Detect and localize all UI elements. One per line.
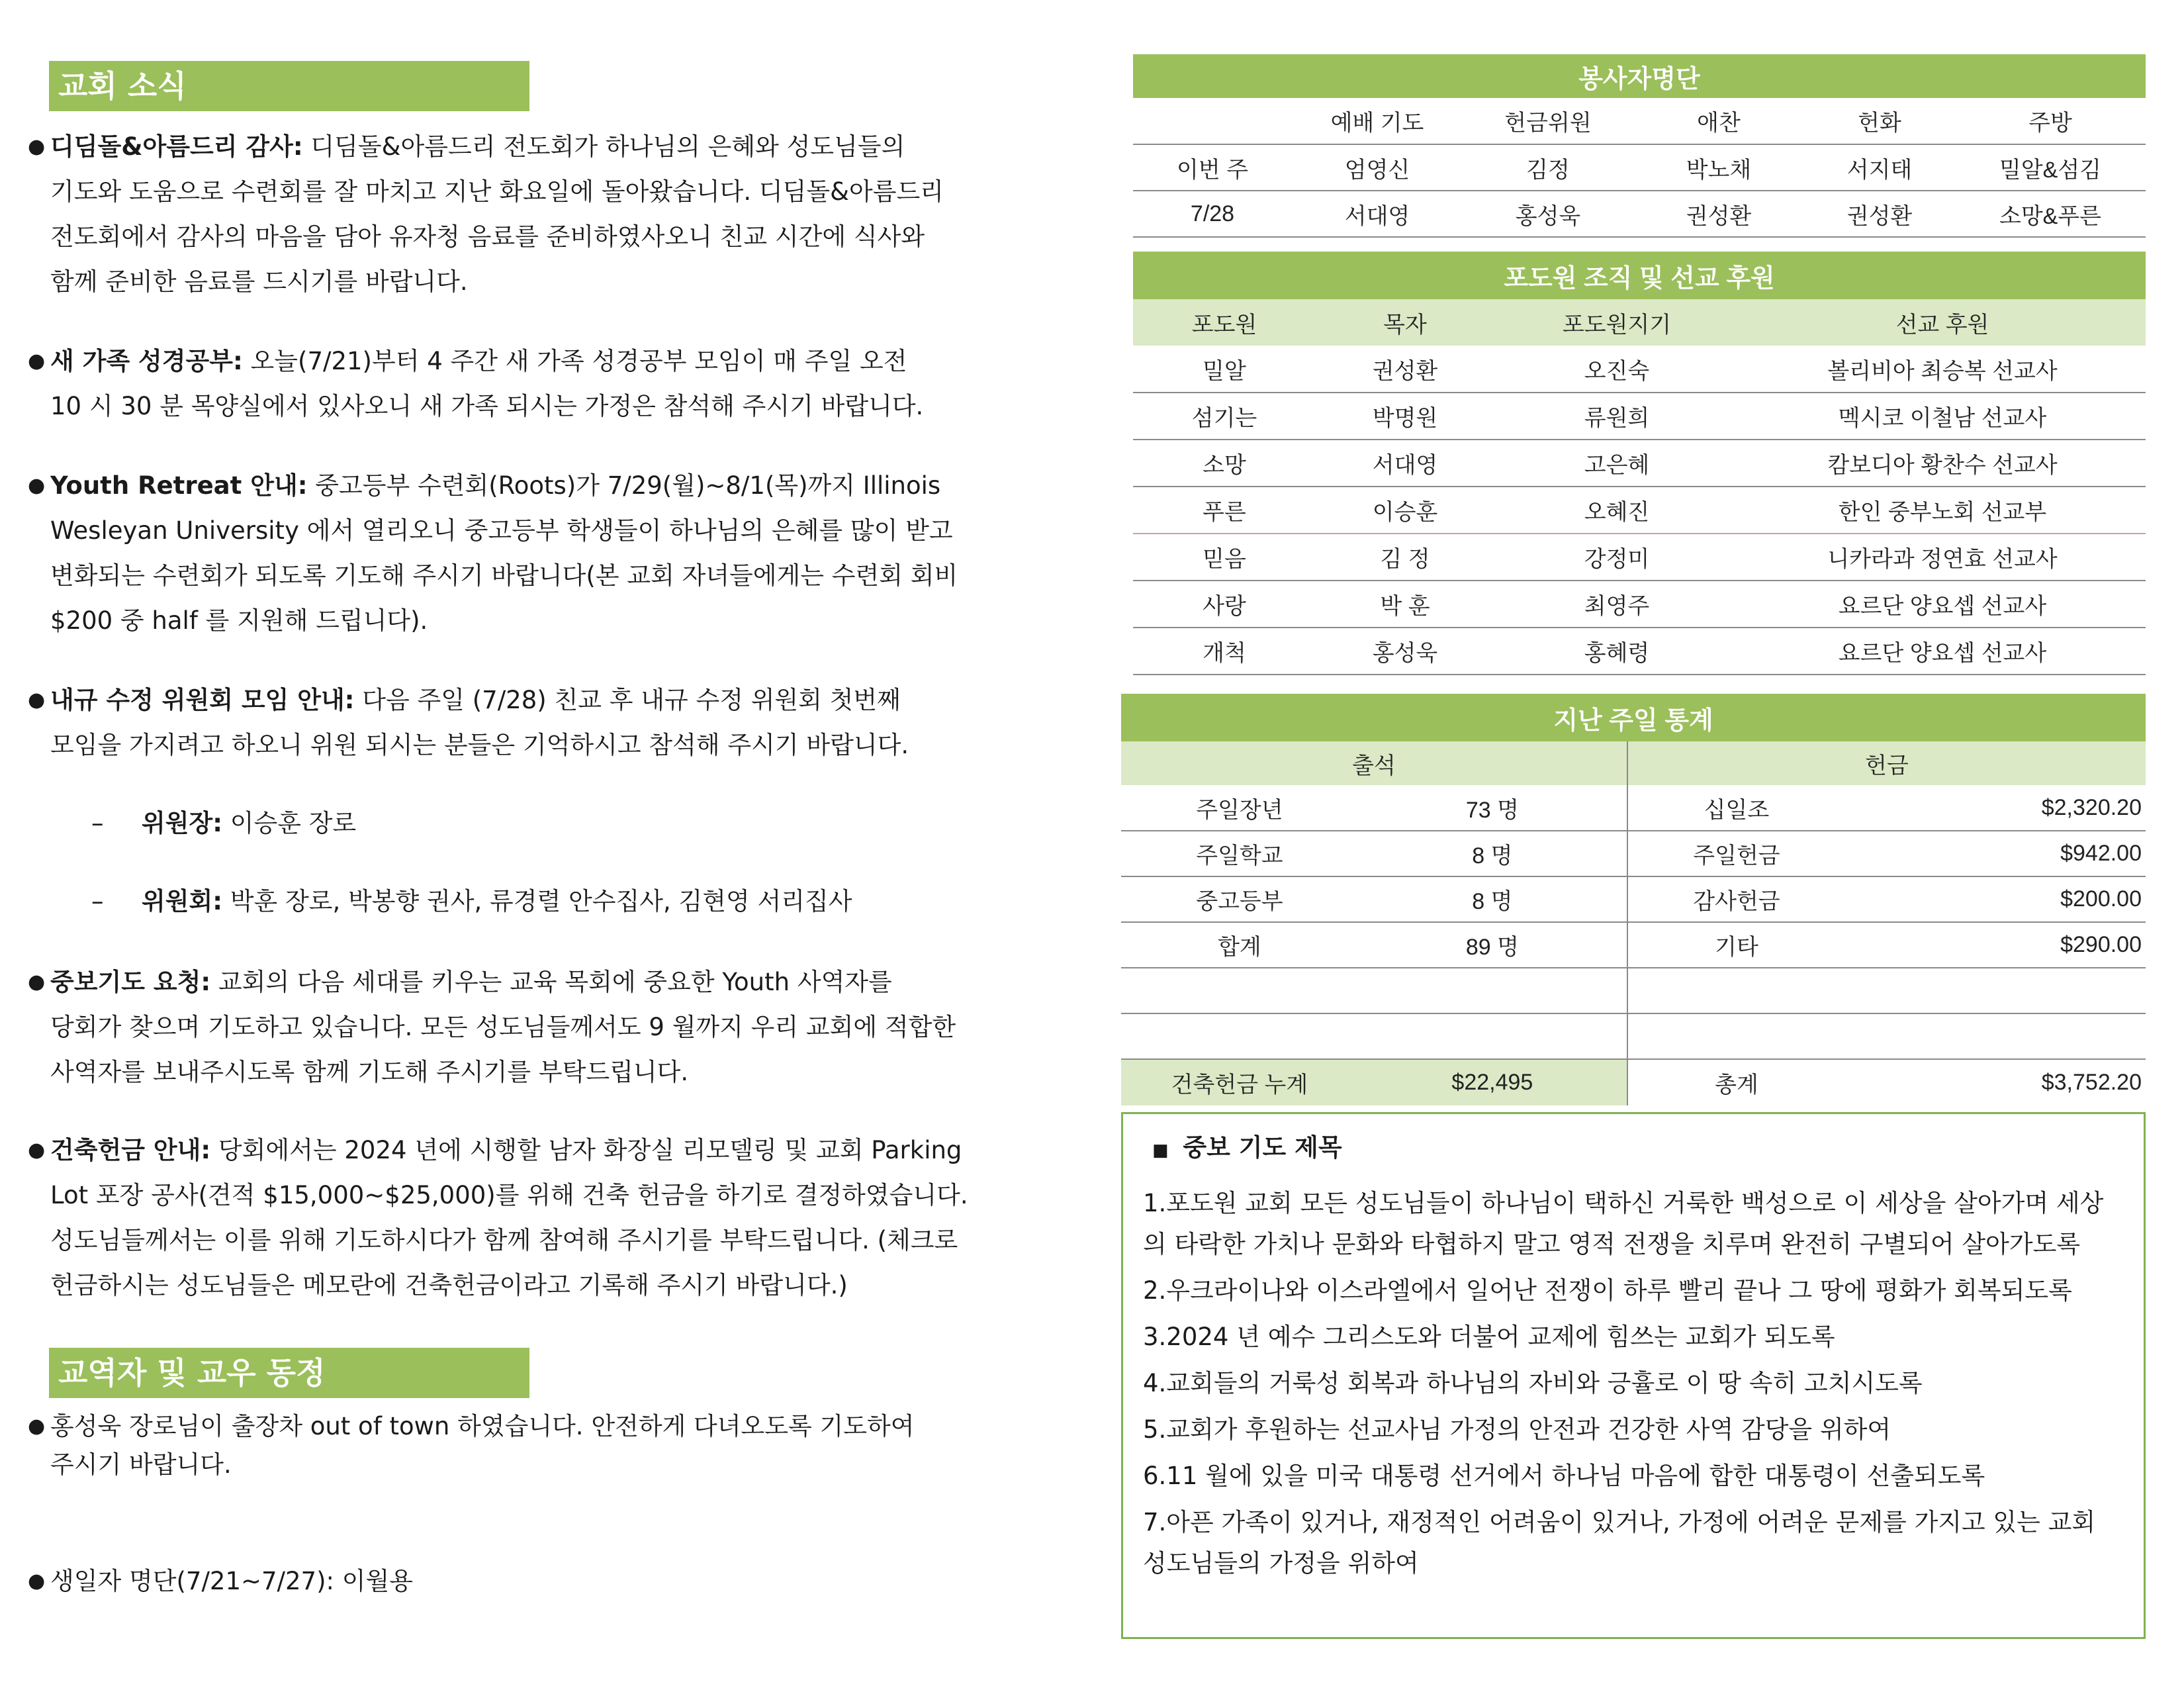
news-item: ● 내규 수정 위원회 모임 안내: 다음 주일 (7/28) 친교 후 내규 수정 위원회 첫번째 모임을 가지려고 하오니 위원 되시는 분들은 기억하시고 참석해 주시기 바랍니다. [50,678,1056,768]
staff-section-title: 교역자 및 교우 동정 [49,1348,529,1398]
news-item-heading: 새 가족 성경공부: [50,347,243,375]
prayer-box [1121,1112,2146,1639]
news-item-heading: 중보기도 요청: [50,968,211,996]
news-item-heading: Youth Retreat 안내: [50,471,308,500]
bullet: ● [28,135,46,158]
prayer-item: 3.2024 년 예수 그리스도와 더불어 교제에 힘쓰는 교회가 되도록 [1143,1323,1835,1351]
news-item: ● 디딤돌&아름드리 감사: 디딤돌&아름드리 전도회가 하나님의 은혜와 성도님들의 기도와 도움으로 수련회를 잘 마치고 지난 화요일에 돌아왔습니다. 디딤돌&아름드리 전도회에서 감사의 마음을 담아 유자청 음료를 준비하였사오니 친교 시간에 식사와 함께 준비한 음료를 드시기를 바랍니다. [50,124,1056,305]
bullet: ● [28,1139,46,1162]
table-row: 주일장년 73 명 십일조 $2,320.20 [1121,785,2146,831]
table-row: 중고등부 8 명 감사헌금 $200.00 [1121,876,2146,922]
table-row-empty [1121,968,2146,1013]
bullet: ● [28,970,46,994]
news-item: ● Youth Retreat 안내: 중고등부 수련회(Roots)가 7/29(월)~8/1(목)까지 Illinois Wesleyan University 에서 열리오니 중고등부 학생들이 하나님의 은혜를 많이 받고 변화되는 수련회가 되도록 기도해 주시기 바랍니다(본 교회 자녀들에게는 수련회 회비 $200 중 half 를 지원해 드립니다). [50,463,1056,643]
bullet: ● [28,1415,46,1438]
bullet: ● [28,474,46,497]
prayer-heading: ■ 중보 기도 제목 [1152,1133,1342,1162]
staff-news-item: ● 생일자 명단(7/21~7/27): 이월용 [50,1562,1056,1601]
stats-title: 지난 주일 통계 [1121,694,2146,741]
volunteers-title: 봉사자명단 [1133,54,2146,98]
vineyard-table: 포도원 조직 및 선교 후원 포도원 목자 포도원지기 선교 후원 밀알 권성환 오진숙 볼리비아 최승복 선교사 섬기는 박명원 류원희 멕시코 이철남 선교사 소망 서대영 고은혜 캄보디아 황찬수 선교사 푸른 이승훈 오혜진 한인 중부노회 선교부 믿음 김 정 강정미 니카라과 정연효 선교사 사랑 박 훈 최영주 요르단 양요셉 선교사 개척 홍성욱 홍혜령 요르단 양요셉 선교사 [1133,252,2146,675]
table-row: 주일학교 8 명 주일헌금 $942.00 [1121,831,2146,876]
bullet: ● [28,688,46,712]
table-row: 합계 89 명 기타 $290.00 [1121,922,2146,968]
stats-table [1121,694,2146,1105]
table-row-empty [1121,1013,2146,1059]
staff-news-item: ● 홍성욱 장로님이 출장차 out of town 하였습니다. 안전하게 다녀오도록 기도하여 주시기 바랍니다. [50,1407,1056,1484]
news-item-heading: 건축헌금 안내: [50,1136,211,1164]
square-bullet-icon: ■ [1152,1141,1169,1160]
prayer-item: 4.교회들의 거룩성 회복과 하나님의 자비와 긍휼로 이 땅 속히 고치시도록 [1143,1369,1923,1397]
prayer-item: 2.우크라이나와 이스라엘에서 일어난 전쟁이 하루 빨리 끝나 그 땅에 평화가 회복되도록 [1143,1276,2072,1305]
table-row: 개척 홍성욱 홍혜령 요르단 양요셉 선교사 [1133,628,2146,675]
table-row: 섬기는 박명원 류원희 멕시코 이철남 선교사 [1133,393,2146,440]
table-footer-row: 건축헌금 누계 $22,495 총계 $3,752.20 [1121,1059,2146,1105]
bullet: ● [28,350,46,373]
news-item: ● 새 가족 성경공부: 오늘(7/21)부터 4 주간 새 가족 성경공부 모임이 매 주일 오전 10 시 30 분 목양실에서 있사오니 새 가족 되시는 가정은 참석해 주시기 바랍니다. [50,339,1056,429]
prayer-item: 5.교회가 후원하는 선교사님 가정의 안전과 건강한 사역 감당을 위하여 [1143,1415,1891,1444]
news-item-heading: 디딤돌&아름드리 감사: [50,132,303,161]
table-row: 소망 서대영 고은혜 캄보디아 황찬수 선교사 [1133,440,2146,487]
attendance-header: 출석 [1121,741,1627,785]
offering-header: 헌금 [1865,753,1909,778]
table-row: 푸른 이승훈 오혜진 한인 중부노회 선교부 [1133,487,2146,534]
prayer-item: 6.11 월에 있을 미국 대통령 선거에서 하나님 마음에 합한 대통령이 선출되도록 [1143,1462,1985,1490]
table-row: 이번 주 엄영신 김정 박노채 서지태 밀알&섬김 [1133,144,2146,191]
news-item: ● 중보기도 요청: 교회의 다음 세대를 키우는 교육 목회에 중요한 Youth 사역자를 당회가 찾으며 기도하고 있습니다. 모든 성도님들께서도 9 월까지 우리 교회에 적합한 사역자를 보내주시도록 함께 기도해 주시기를 부탁드립니다. [50,960,1056,1095]
news-item: ● 건축헌금 안내: 당회에서는 2024 년에 시행할 남자 화장실 리모델링 및 교회 Parking Lot 포장 공사(견적 $15,000~$25,000)를 위해 건축 헌금을 하기로 결정하였습니다. 성도님들께서는 이를 위해 기도하시다가 함께 참여해 주시기를 부탁드립니다. (체크로 헌금하시는 성도님들은 메모란에 건축헌금이라고 기록해 주시기 바랍니다.) [50,1128,1056,1308]
prayer-item: 1.포도원 교회 모든 성도님들이 하나님이 택하신 거룩한 백성으로 이 세상을 살아가며 세상의 타락한 가치나 문화와 타협하지 말고 영적 전쟁을 치루며 완전히 구별되어 살아가도록 [1143,1189,2104,1258]
bullet: ● [28,1570,46,1593]
table-row: 사랑 박 훈 최영주 요르단 양요셉 선교사 [1133,581,2146,628]
table-row: 7/28 서대영 홍성욱 권성환 권성환 소망&푸른 [1133,191,2146,237]
prayer-item: 7.아픈 가족이 있거나, 재정적인 어려움이 있거나, 가정에 어려운 문제를 가지고 있는 교회 성도님들의 가정을 위하여 [1143,1508,2096,1577]
volunteers-table: 봉사자명단 예배 기도 헌금위원 애찬 헌화 주방 이번 주 엄영신 김정 박노채 서지태 밀알&섬김 7/28 서대영 홍성욱 권성환 권성환 소망&푸른 [1133,54,2146,238]
vineyard-title: 포도원 조직 및 선교 후원 [1133,252,2146,299]
table-row: 밀알 권성환 오진숙 볼리비아 최승복 선교사 [1133,346,2146,393]
table-row: 믿음 김 정 강정미 니카라과 정연효 선교사 [1133,534,2146,581]
news-item-heading: 내규 수정 위원회 모임 안내: [50,686,355,714]
news-section-title: 교회 소식 [49,61,529,111]
